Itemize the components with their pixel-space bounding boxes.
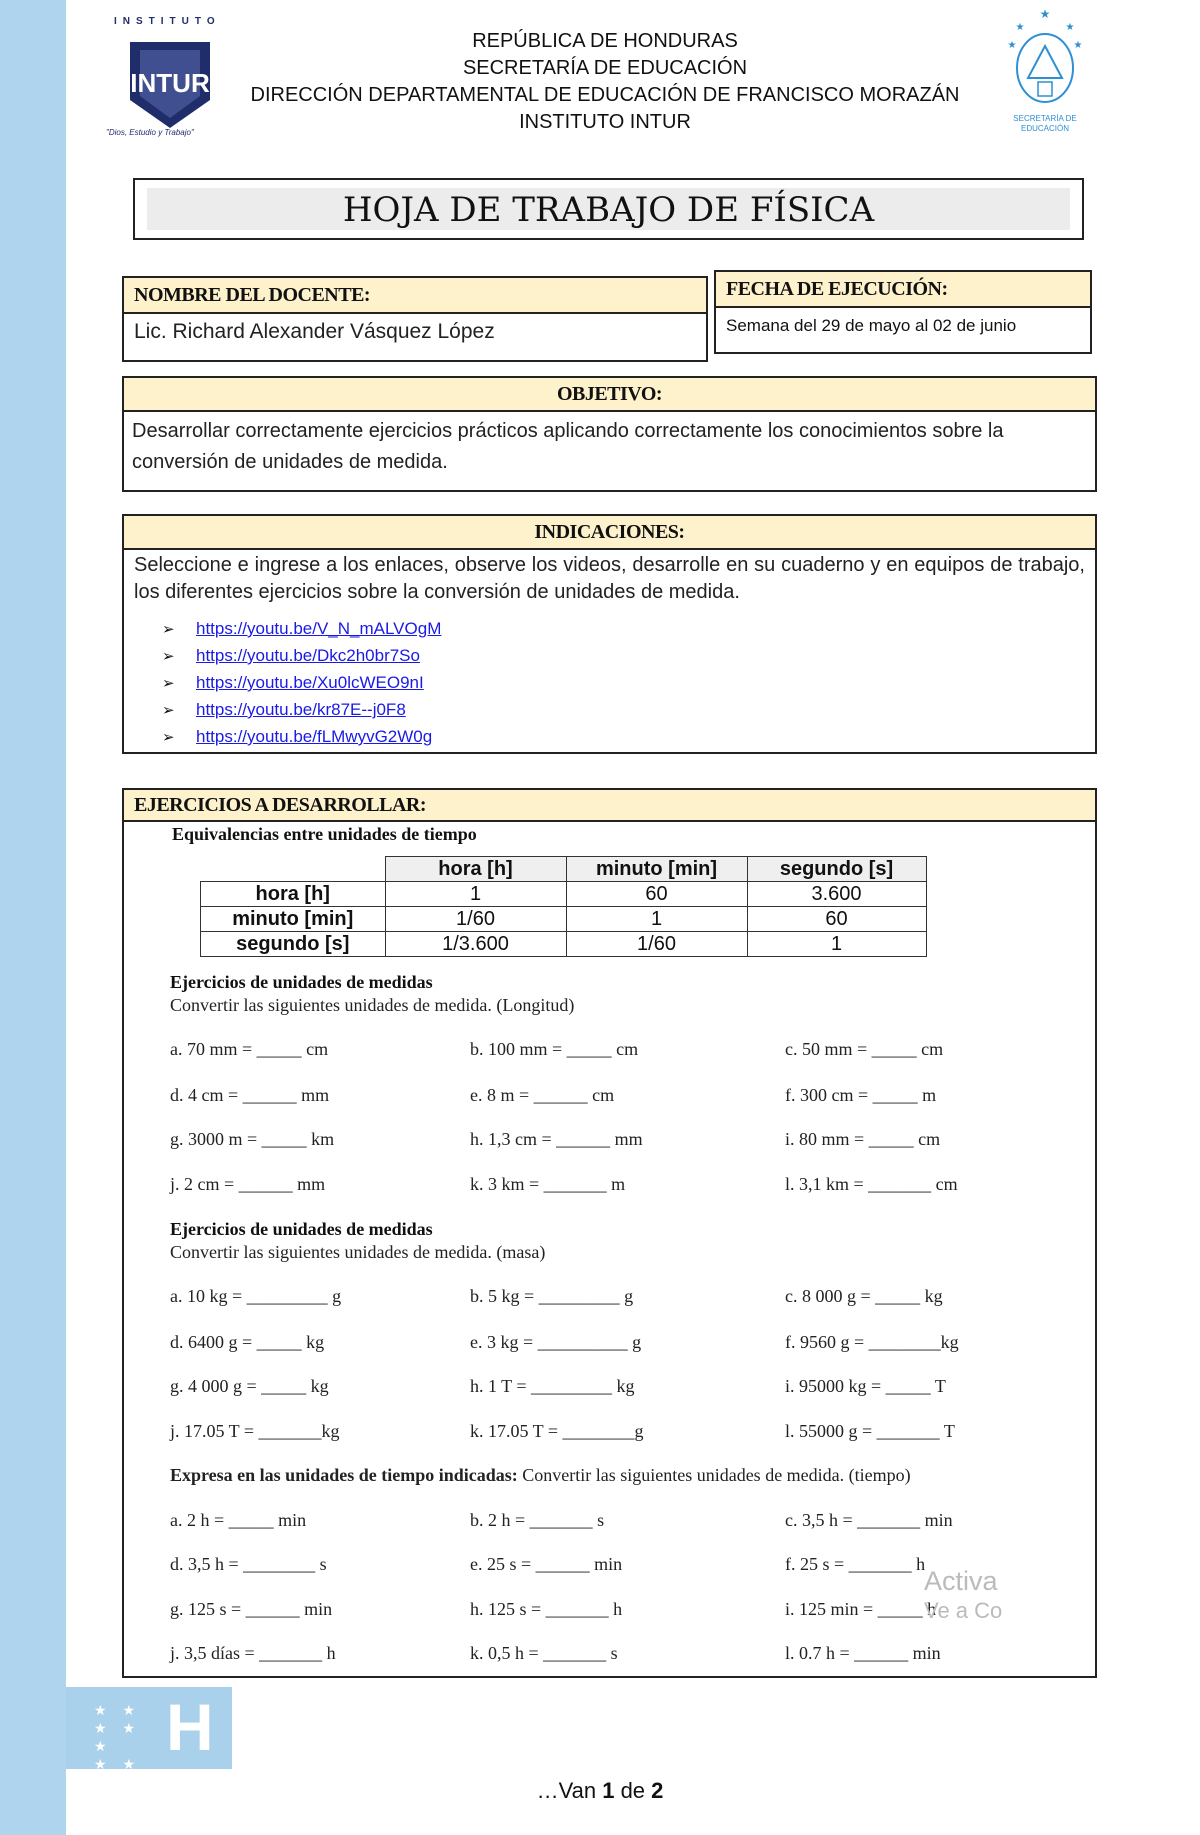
table-cell: 60 [566,882,747,907]
teacher-label: NOMBRE DEL DOCENTE: [124,278,706,314]
svg-text:★: ★ [1007,40,1017,51]
video-link-5[interactable]: https://youtu.be/fLMwyvG2W0g [196,727,433,746]
side-decoration-strip [0,0,66,1835]
date-label: FECHA DE EJECUCIÓN: [716,272,1090,308]
watermark-line-2: Ve a Co [924,1598,1003,1623]
list-item [162,724,1095,751]
time-exercise: l. 0.7 h = ______ min [785,1643,941,1663]
arrow-bullet-icon: ➢ [162,621,175,638]
table-cell: 60 [747,907,926,932]
video-link-4[interactable]: https://youtu.be/kr87E--j0F8 [196,700,406,719]
time-exercise: c. 3,5 h = _______ min [785,1510,953,1530]
table-header: segundo [s] [747,857,926,882]
time-exercise: g. 125 s = ______ min [170,1599,333,1619]
svg-text:★: ★ [1073,40,1083,51]
list-item [162,670,1095,697]
length-exercise: c. 50 mm = _____ cm [785,1039,944,1059]
secretaria-line-2: EDUCACIÓN [1020,124,1069,133]
time-exercise: f. 25 s = _______ h [785,1554,926,1574]
length-exercise: d. 4 cm = ______ mm [170,1085,330,1105]
logo-slogan: "Dios, Estudio y Trabajo" [106,128,194,137]
time-exercise: h. 125 s = _______ h [470,1599,623,1619]
list-item [162,697,1095,724]
row-label: minuto [min] [201,907,386,932]
header-line-4: INSTITUTO INTUR [519,111,691,133]
worksheet-title-box [133,178,1084,240]
table-header-row [201,857,927,882]
length-section-title: Ejercicios de unidades de medidas [170,972,433,992]
table-corner [201,857,386,882]
instructions-text: Seleccione e ingrese a los enlaces, observe los videos, desarrolle en su cuaderno y en equipos de trabajo, los diferentes ejercicios sobre la conversión de unidades de medida. [134,554,1085,603]
video-link-1[interactable]: https://youtu.be/V_N_mALVOgM [196,619,442,638]
header-line-2: SECRETARÍA DE EDUCACIÓN [462,57,748,79]
objective-box [122,376,1097,492]
worksheet-title: HOJA DE TRABAJO DE FÍSICA [147,188,1070,230]
activation-watermark [924,1566,1002,1626]
watermark-line-1: Activa [924,1566,998,1596]
mass-exercise: b. 5 kg = _________ g [470,1286,634,1306]
length-exercise: h. 1,3 cm = ______ mm [470,1129,643,1149]
h-logo-icon: H [166,1690,214,1764]
time-exercise: b. 2 h = _______ s [470,1510,605,1530]
mass-exercise: g. 4 000 g = _____ kg [170,1376,329,1396]
arrow-bullet-icon: ➢ [162,702,175,719]
mass-exercise: c. 8 000 g = _____ kg [785,1286,943,1306]
mass-section-title: Ejercicios de unidades de medidas [170,1219,433,1239]
objective-label: OBJETIVO: [124,378,1095,412]
list-item [162,616,1095,643]
svg-text:★: ★ [1065,22,1075,33]
instructions-box [122,514,1097,754]
instructions-label: INDICACIONES: [124,516,1095,550]
length-section-subtitle: Convertir las siguientes unidades de medida. (Longitud) [170,995,575,1015]
honduras-seal-icon [1000,6,1090,112]
mass-exercise: k. 17.05 T = ________g [470,1421,644,1441]
table-row [201,882,927,907]
arrow-bullet-icon: ➢ [162,729,175,746]
table-cell: 1/3.600 [385,932,566,957]
page-indicator [0,1778,1200,1804]
secretaria-line-1: SECRETARÍA DE [1013,114,1077,123]
svg-text:★: ★ [1015,22,1025,33]
video-link-2[interactable]: https://youtu.be/Dkc2h0br7So [196,646,420,665]
page-prefix: …Van [536,1778,603,1803]
time-exercise: e. 25 s = ______ min [470,1554,623,1574]
exercises-label: EJERCICIOS A DESARROLLAR: [124,790,1095,822]
mass-exercise: j. 17.05 T = _______kg [170,1421,340,1441]
stars-icon: ★ ★ ★ ★ ★ ★ ★ [94,1702,141,1772]
objective-text: Desarrollar correctamente ejercicios prácticos aplicando correctamente los conocimientos sobre la conversión de unidades de medida. [132,420,1004,473]
date-box [714,270,1092,354]
mass-section-subtitle: Convertir las siguientes unidades de medida. (masa) [170,1242,546,1262]
page-current: 1 [602,1778,615,1803]
table-cell: 1/60 [385,907,566,932]
length-exercise: l. 3,1 km = _______ cm [785,1174,958,1194]
arrow-bullet-icon: ➢ [162,648,175,665]
video-link-3[interactable]: https://youtu.be/Xu0lcWEO9nI [196,673,424,692]
intur-logo [100,16,240,146]
document-header [220,28,990,136]
table-cell: 1 [747,932,926,957]
page-separator: de [614,1778,652,1803]
page-total: 2 [651,1778,664,1803]
time-exercise: j. 3,5 días = _______ h [170,1643,336,1663]
time-section-subtitle: Convertir las siguientes unidades de medida. (tiempo) [517,1465,911,1485]
table-cell: 1/60 [566,932,747,957]
honduras-footer-logo [66,1687,232,1772]
secretaria-logo [1000,6,1090,138]
length-exercise: j. 2 cm = ______ mm [170,1174,326,1194]
table-header: minuto [min] [566,857,747,882]
intur-shield-icon [100,30,240,140]
length-exercise: b. 100 mm = _____ cm [470,1039,639,1059]
logo-name: INTUR [130,68,210,98]
table-header: hora [h] [385,857,566,882]
length-exercise: g. 3000 m = _____ km [170,1129,335,1149]
arrow-bullet-icon: ➢ [162,675,175,692]
table-row [201,932,927,957]
date-value: Semana del 29 de mayo al 02 de junio [726,316,1017,335]
length-exercise: f. 300 cm = _____ m [785,1085,937,1105]
length-exercise: i. 80 mm = _____ cm [785,1129,941,1149]
mass-exercise: d. 6400 g = _____ kg [170,1332,325,1352]
svg-text:★: ★ [1039,7,1051,21]
time-section-title: Expresa en las unidades de tiempo indicadas: [170,1465,518,1485]
length-exercise: a. 70 mm = _____ cm [170,1039,329,1059]
list-item [162,643,1095,670]
row-label: segundo [s] [201,932,386,957]
header-line-3: DIRECCIÓN DEPARTAMENTAL DE EDUCACIÓN DE FRANCISCO MORAZÁN [250,84,960,106]
mass-exercise: e. 3 kg = __________ g [470,1332,642,1352]
table-row [201,907,927,932]
time-section-heading [170,1465,911,1486]
mass-exercise: f. 9560 g = ________kg [785,1332,959,1352]
length-exercise: k. 3 km = _______ m [470,1174,626,1194]
logo-top-text: INSTITUTO [114,16,221,27]
time-table-title: Equivalencias entre unidades de tiempo [172,824,477,844]
time-exercise: i. 125 min = _____ h [785,1599,937,1619]
mass-exercise: l. 55000 g = _______ T [785,1421,955,1441]
time-exercise: d. 3,5 h = ________ s [170,1554,327,1574]
mass-exercise: a. 10 kg = _________ g [170,1286,342,1306]
mass-exercise: i. 95000 kg = _____ T [785,1376,946,1396]
table-cell: 3.600 [747,882,926,907]
video-links-list [162,616,1095,751]
teacher-box [122,276,708,362]
header-line-1: REPÚBLICA DE HONDURAS [472,30,738,52]
teacher-name: Lic. Richard Alexander Vásquez López [134,320,495,343]
mass-exercise: h. 1 T = _________ kg [470,1376,635,1396]
time-equivalence-table [200,856,927,957]
time-exercise: a. 2 h = _____ min [170,1510,307,1530]
row-label: hora [h] [201,882,386,907]
table-cell: 1 [385,882,566,907]
length-exercise: e. 8 m = ______ cm [470,1085,615,1105]
time-exercise: k. 0,5 h = _______ s [470,1643,618,1663]
secretaria-label [1000,114,1090,134]
table-cell: 1 [566,907,747,932]
